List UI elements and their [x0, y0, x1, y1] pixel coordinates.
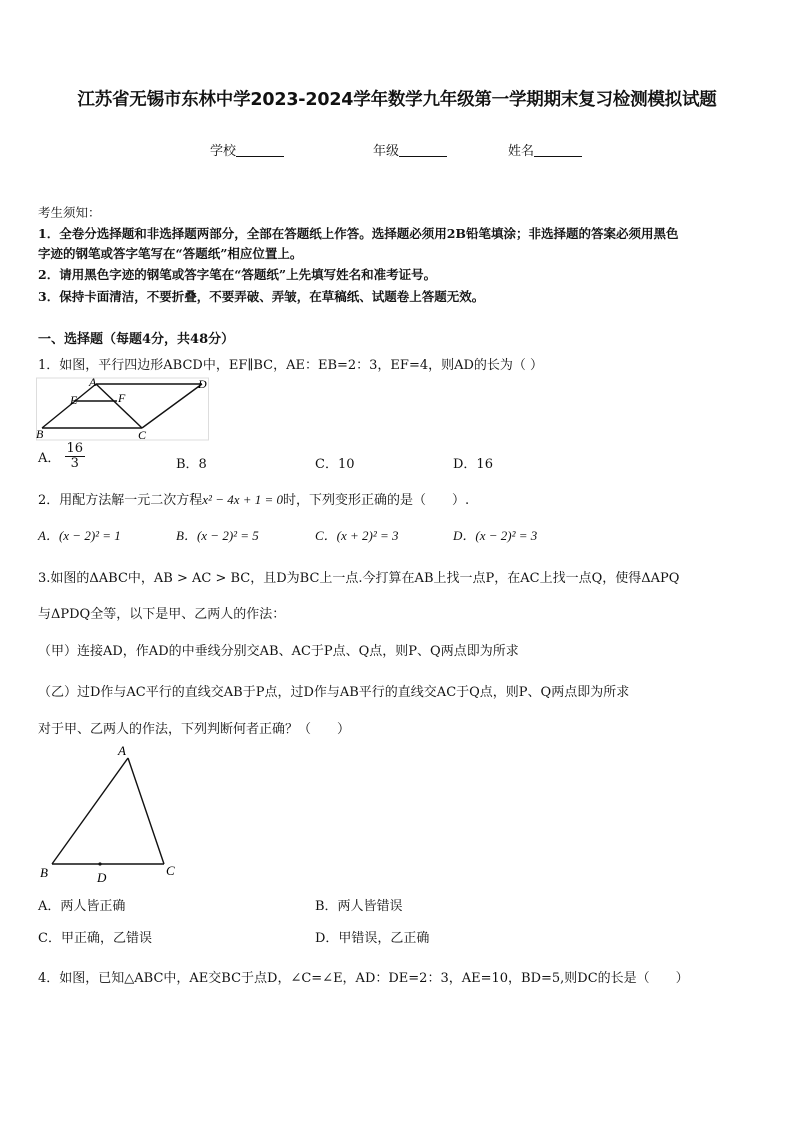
q1-label-f: F: [118, 391, 126, 405]
q2-equation: x² − 4x + 1 = 0: [202, 492, 284, 507]
q1-option-a[interactable]: A． $\frac{16}{3}$: [38, 441, 84, 471]
notice-item: 3．保持卡面清洁，不要折叠，不要弄破、弄皱，在草稿纸、试题卷上答题无效。: [38, 289, 485, 304]
q1-option-d[interactable]: D．16: [453, 457, 493, 472]
grade-field[interactable]: [373, 140, 447, 159]
notice-item: 字迹的钢笔或答字笔写在“答题纸”相应位置上。: [38, 246, 303, 261]
school-blank[interactable]: [236, 143, 284, 157]
q1-parallelogram-figure: [36, 372, 212, 442]
q1-label-e: E: [70, 393, 78, 407]
q3-label-b: B: [40, 865, 48, 880]
notice-item: 2．请用黑色字迹的钢笔或答字笔在“答题纸”上先填写姓名和准考证号。: [38, 267, 437, 282]
q3-option-d[interactable]: D．甲错误，乙正确: [315, 931, 430, 946]
page-title: 江苏省无锡市东林中学2023-2024学年数学九年级第一学期期末复习检测模拟试题: [77, 90, 717, 110]
q1-option-b[interactable]: B．8: [176, 457, 207, 472]
q1-option-c[interactable]: C．10: [315, 457, 355, 472]
q3-triangle-figure: [36, 742, 186, 884]
notice-item: 1．全卷分选择题和非选择题两部分，全部在答题纸上作答。选择题必须用2B铅笔填涂；非选择题的答案必须用黑色: [38, 226, 679, 241]
q2-option-a[interactable]: A．(x − 2)² = 1: [38, 528, 121, 543]
q3-label-d: D: [97, 870, 107, 884]
grade-blank[interactable]: [399, 143, 447, 157]
question-2-stem: 2．用配方法解一元二次方程x² − 4x + 1 = 0时，下列变形正确的是（ ）.: [38, 492, 470, 508]
name-label: 姓名: [508, 144, 535, 159]
school-label: 学校: [210, 144, 237, 159]
q2-option-b[interactable]: B．(x − 2)² = 5: [176, 528, 259, 543]
name-blank[interactable]: [534, 143, 582, 157]
question-3-line2: 与ΔPDQ全等，以下是甲、乙两人的作法：: [38, 607, 286, 622]
q1-option-a-numerator: 16: [66, 441, 84, 456]
q3-option-c[interactable]: C．甲正确，乙错误: [38, 931, 152, 946]
q1-label-d: D: [198, 377, 207, 391]
q1-label-c: C: [138, 428, 147, 442]
question-1-stem: 1．如图，平行四边形ABCD中，EF∥BC，AE：EB=2：3，EF=4，则AD的长为（ ）: [38, 358, 544, 373]
q3-label-c: C: [166, 863, 175, 878]
q1-option-a-denominator: 3: [70, 456, 79, 471]
q3-option-a[interactable]: A．两人皆正确: [38, 899, 126, 914]
q1-label-b: B: [36, 427, 44, 441]
section-heading: 一、选择题（每题4分，共48分）: [38, 332, 235, 347]
question-3-ask: 对于甲、乙两人的作法，下列判断何者正确？（ ）: [38, 722, 351, 737]
q3-label-a: A: [118, 743, 126, 758]
q1-label-a: A: [89, 375, 97, 389]
question-3-yi: （乙）过D作与AC平行的直线交AB于P点，过D作与AB平行的直线交AC于Q点，则P、Q两点即为所求: [38, 685, 630, 700]
q2-option-d[interactable]: D．(x − 2)² = 3: [453, 528, 538, 543]
question-4-stem: 4．如图，已知△ABC中，AE交BC于点D，∠C=∠E，AD：DE=2：3，AE=10，BD=5,则DC的长是（ ）: [38, 971, 689, 986]
question-3-line1: 3.如图的ΔABC中，AB > AC > BC，且D为BC上一点.今打算在AB上找一点P，在AC上找一点Q，使得ΔAPQ: [38, 571, 680, 586]
grade-label: 年级: [373, 144, 400, 159]
question-3-jia: （甲）连接AD，作AD的中垂线分别交AB、AC于P点、Q点，则P、Q两点即为所求: [38, 644, 519, 659]
notice-heading: 考生须知：: [38, 205, 101, 220]
name-field[interactable]: [508, 140, 582, 159]
q3-option-b[interactable]: B．两人皆错误: [315, 899, 403, 914]
q2-option-c[interactable]: C．(x + 2)² = 3: [315, 528, 399, 543]
school-field[interactable]: [210, 140, 284, 159]
